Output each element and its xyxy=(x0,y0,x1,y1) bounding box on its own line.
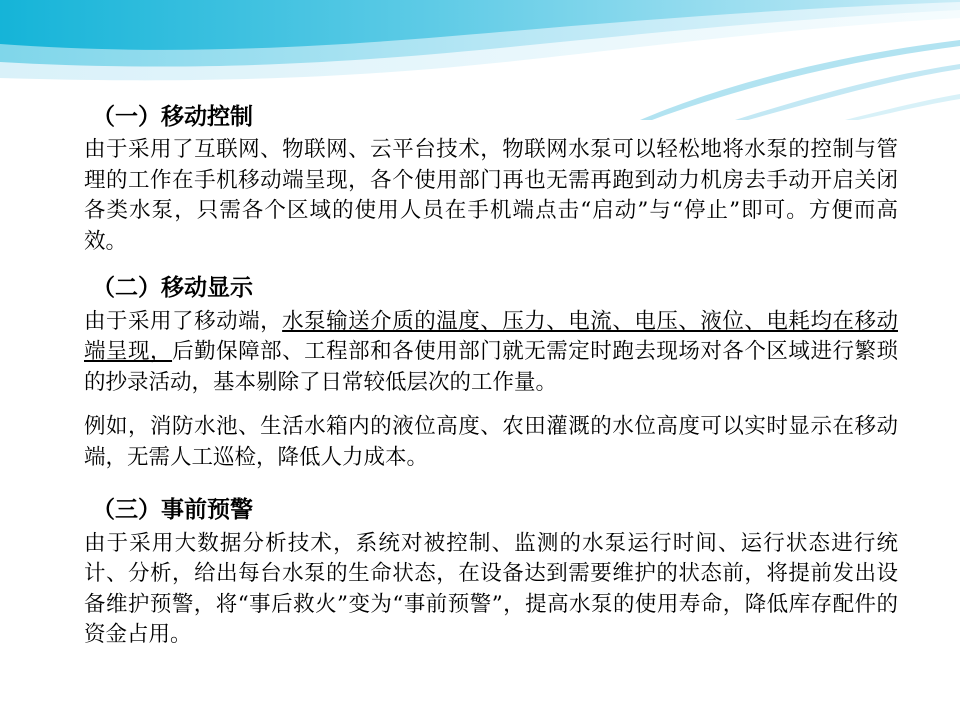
section-heading-1: （一）移动控制 xyxy=(92,103,253,130)
spacer xyxy=(0,263,960,271)
paragraph-4: 由于采用大数据分析技术，系统对被控制、监测的水泵运行时间、运行状态进行统计、分析，给出每台水泵的生命状态，在设备达到需要维护的状态前，将提前发出设备维护预警，将“事后救火”变为“事前预警”，提高水泵的使用寿命，降低库存配件的资金占用。 xyxy=(84,530,898,648)
section-2 xyxy=(0,271,960,473)
section-heading-2: （二）移动显示 xyxy=(92,274,253,302)
spacer xyxy=(0,404,960,412)
paragraph-2-underlined: 水泵输送介质的温度、压力、电流、电压、液位、电耗均在移动端呈现， xyxy=(84,308,898,365)
paragraph-2 xyxy=(0,307,960,399)
section-heading-3: （三）事前预警 xyxy=(92,496,253,524)
paragraph-2-tail: 后勤保障部、工程部和各使用部门就无需定时跑去现场对各个区域进行繁琐的抄录活动，基本剔除了日常较低层次的工作量。 xyxy=(84,339,898,395)
paragraph-2-lead: 由于采用了移动端， xyxy=(84,308,283,334)
section-1 xyxy=(0,100,960,257)
paragraph-3: 例如，消防水池、生活水箱内的液位高度、农田灌溉的水位高度可以实时显示在移动端，无需人工巡检，降低人力成本。 xyxy=(84,414,898,470)
slide-content xyxy=(0,100,960,657)
paragraph-1: 由于采用了互联网、物联网、云平台技术，物联网水泵可以轻松地将水泵的控制与管理的工作在手机移动端呈现，各个使用部门再也无需再跑到动力机房去手动开启关闭各类水泵，只需各个区域的使用人员在手机端点击“启动”与“停止”即可。方便而高效。 xyxy=(84,137,898,254)
section-3 xyxy=(0,493,960,650)
spacer xyxy=(0,479,960,493)
